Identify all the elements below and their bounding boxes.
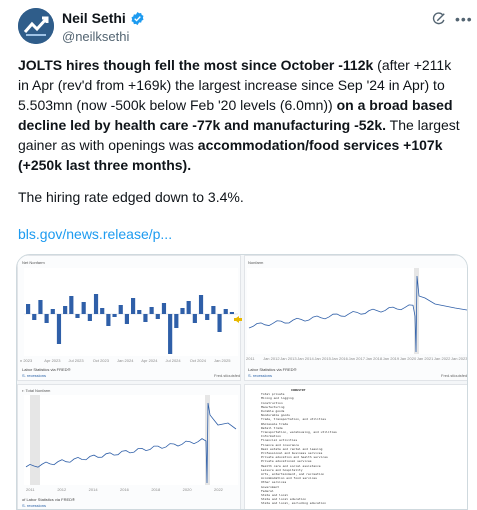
- panel4-table-row: Other services: [261, 480, 287, 485]
- panel1-bar: [51, 309, 55, 314]
- panel1-bar: [82, 302, 86, 314]
- panel4-table-row: Health care and social assistance: [261, 463, 321, 468]
- avatar[interactable]: [18, 8, 54, 44]
- panel1-bar: [131, 298, 135, 314]
- panel3-source: of Labor Statistics via FRED®: [22, 497, 75, 502]
- panel4-table-row: Leisure and hospitality: [261, 467, 303, 472]
- panel2-x-tick: Jan 2022: [433, 356, 451, 361]
- panel2-title: Nonfarm: [248, 260, 264, 265]
- text-bold-3: accommodation/food services +107k (+250k last three months).: [18, 137, 443, 173]
- panel2-x-tick: Jan 2021: [416, 356, 434, 361]
- panel1-x-tick: Oct 2023: [92, 358, 109, 363]
- panel4-table-row: Durable goods: [261, 409, 285, 414]
- panel3-x-tick: 2016: [120, 487, 129, 492]
- panel1-x-tick: Apr 2024: [141, 358, 158, 363]
- panel2-x-tick: Jan 2015: [314, 356, 331, 361]
- panel4-table-row: Information: [261, 434, 281, 439]
- panel1-bar: [137, 310, 141, 314]
- panel2-x-tick: Jan 2018: [365, 356, 383, 361]
- panel3-recession-link[interactable]: S. recessions: [22, 503, 47, 508]
- panel4-table-row: Financial activities: [261, 438, 298, 443]
- panel4-table-row: Retail trade: [261, 425, 283, 430]
- tweet-header: [0, 0, 477, 52]
- panel1-bar: [224, 309, 228, 314]
- panel1-bar: [94, 294, 98, 314]
- panel1-bar: [174, 314, 178, 328]
- panel1-bar: [32, 314, 36, 320]
- tweet-link[interactable]: bls.gov/news.release/p...: [18, 226, 173, 242]
- panel1-bar: [168, 314, 172, 354]
- panel1-bar: [217, 314, 221, 332]
- panel3-x-tick: 2020: [182, 487, 192, 492]
- text-bold-1: JOLTS hires though fell the most since October -112k: [18, 57, 374, 73]
- panel1-x-tick: Jan 2025: [214, 358, 231, 363]
- panel1-bar: [180, 308, 184, 314]
- panel1-bar: [162, 303, 166, 314]
- more-options-icon[interactable]: •••: [455, 11, 473, 27]
- panel4-table-row: Professional and business services: [261, 451, 323, 456]
- panel3-x-tick: 2022: [214, 487, 223, 492]
- panel1-x-tick: Apr 2023: [44, 358, 61, 363]
- panel4-table-row: Mining and logging: [261, 396, 294, 401]
- panel1-bar: [156, 314, 160, 319]
- author-name[interactable]: Neil Sethi: [62, 10, 126, 26]
- panel1-bar: [230, 312, 234, 314]
- panel3-x-tick: 2014: [88, 487, 98, 492]
- panel4-table-row: Arts, entertainment, and recreation: [261, 472, 325, 477]
- panel1-x-tick: Jul 2023: [68, 358, 84, 363]
- panel1-source: Labor Statistics via FRED®: [22, 367, 71, 372]
- panel1-recession-link[interactable]: S. recessions: [22, 373, 47, 378]
- panel1-bar-chart: [18, 256, 242, 382]
- panel2-source: Labor Statistics via FRED®: [248, 367, 297, 372]
- panel4-table-row: Federal: [261, 488, 274, 493]
- panel1-bar: [75, 314, 79, 318]
- panel1-bar: [57, 314, 61, 344]
- panel2-recession-link[interactable]: S. recessions: [248, 373, 273, 378]
- text-2: The largest gainer as with openings was: [18, 117, 460, 153]
- panel1-read-more[interactable]: Fred.stlouisfed: [214, 373, 241, 378]
- panel1-title: Net Nonfarm: [22, 260, 45, 265]
- text-1: (after +211k in Apr (rev'd from +169k) the largest increase since Sep '24 in Apr) to 5.503mn (now -500k below Feb '20 levels (6.0mn)): [18, 57, 452, 113]
- panel4-table-row: Nondurable goods: [261, 413, 290, 418]
- panel1-bar: [205, 314, 209, 320]
- panel2-x-tick: Jan 2020: [399, 356, 417, 361]
- panel1-bar: [100, 308, 104, 314]
- panel1-bar: [211, 306, 215, 314]
- panel2-x-tick: Jan 2016: [331, 356, 348, 361]
- panel1-bar: [112, 314, 116, 317]
- panel3-line-chart: [18, 385, 242, 510]
- panel1-bar: [199, 295, 203, 314]
- panel1-bar: [38, 300, 42, 314]
- panel1-bar: [88, 314, 92, 321]
- panel1-bar: [187, 301, 191, 314]
- panel4-table-row: Private educational services: [261, 459, 312, 464]
- panel4-table-row: State and local, excluding education: [261, 501, 327, 506]
- panel1-x-tick: n 2023: [20, 358, 33, 363]
- panel4-table-header: INDUSTRY: [291, 388, 306, 392]
- verified-badge-icon: [130, 11, 145, 26]
- panel4-table-row: Manufacturing: [261, 404, 285, 409]
- panel1-bar: [193, 314, 197, 323]
- panel4-table-row: Total private: [261, 392, 285, 397]
- panel4-table-row: Trade, transportation, and utilities: [261, 417, 327, 422]
- panel2-x-tick: Jan 2017: [348, 356, 365, 361]
- tweet-text-paragraph-2: The hiring rate edged down to 3.4%.: [18, 189, 244, 205]
- panel2-x-tick: Jan 2012: [263, 356, 280, 361]
- panel4-table-row: Government: [261, 484, 280, 489]
- tweet-text: [18, 55, 464, 175]
- panel2-line-chart: [245, 256, 468, 382]
- panel4-table-row: Wholesale trade: [261, 421, 289, 426]
- panel4-table-row: State and local: [261, 493, 289, 498]
- media-image-2[interactable]: [244, 255, 468, 381]
- panel1-bar: [119, 305, 123, 314]
- panel2-x-tick: Jan 2023: [451, 356, 468, 361]
- panel1-bar: [143, 314, 147, 322]
- panel1-x-tick: Oct 2024: [189, 358, 206, 363]
- media-image-1[interactable]: [17, 255, 241, 381]
- panel4-table-row: Accommodation and food services: [261, 476, 317, 481]
- panel1-bar: [26, 304, 30, 314]
- avatar-logo-icon: [18, 8, 54, 44]
- text-bold-2: on a broad based decline led by health care -77k and manufacturing -52k.: [18, 97, 453, 133]
- panel2-read-more[interactable]: Fred.stlouisfed: [441, 373, 468, 378]
- panel3-x-tick: 2011: [26, 487, 35, 492]
- grok-icon[interactable]: [432, 12, 446, 26]
- panel1-bar: [125, 314, 129, 324]
- panel1-bar: [63, 306, 67, 314]
- panel3-x-tick: 2012: [57, 487, 67, 492]
- panel4-table: [261, 388, 337, 506]
- media-image-4[interactable]: [244, 384, 468, 510]
- panel2-x-tick: 2011: [246, 356, 255, 361]
- media-image-3[interactable]: [17, 384, 241, 510]
- panel1-x-tick: Jul 2024: [165, 358, 181, 363]
- panel3-title: r: Total Nonfarm: [22, 388, 51, 393]
- panel3-x-tick: 2018: [151, 487, 161, 492]
- panel1-x-tick: Jan 2024: [117, 358, 134, 363]
- author-handle[interactable]: @neilksethi: [62, 29, 130, 44]
- panel4-table-row: Finance and insurance: [261, 442, 299, 447]
- panel4-table-row: Construction: [261, 400, 283, 405]
- panel2-x-tick: Jan 2019: [382, 356, 400, 361]
- panel2-x-tick: Jan 2014: [297, 356, 314, 361]
- panel4-table-row: Private education and health services: [261, 455, 328, 460]
- panel1-bar: [106, 314, 110, 326]
- panel1-bar: [69, 296, 73, 314]
- panel2-x-tick: Jan 2013: [280, 356, 297, 361]
- media-grid[interactable]: [16, 254, 468, 510]
- panel1-bar: [150, 307, 154, 314]
- panel4-table-row: State and local education: [261, 497, 307, 502]
- panel4-table-row: Transportation, warehousing, and utilities: [261, 430, 337, 435]
- panel1-bar: [45, 314, 49, 323]
- panel4-table-row: Real estate and rental and leasing: [261, 446, 323, 451]
